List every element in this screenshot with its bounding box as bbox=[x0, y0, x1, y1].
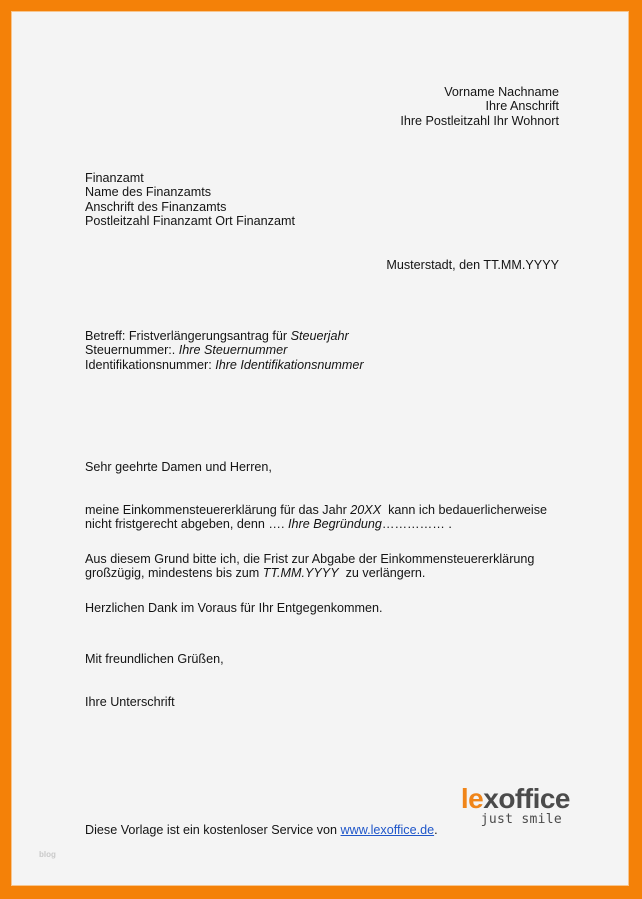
logo-wordmark bbox=[461, 784, 570, 814]
text: …………… . bbox=[381, 517, 452, 532]
subject-steuernummer bbox=[85, 343, 364, 357]
footer-note bbox=[85, 823, 438, 837]
salutation: Sehr geehrte Damen und Herren, bbox=[85, 460, 272, 474]
lexoffice-logo bbox=[418, 784, 570, 836]
text: zu verlängern. bbox=[338, 566, 426, 581]
steuernummer-value: Ihre Steuernummer bbox=[178, 343, 288, 358]
recipient-line-1: Finanzamt bbox=[85, 171, 144, 185]
id-label: Identifikationsnummer: bbox=[85, 357, 216, 372]
paragraph-2-line-1: Aus diesem Grund bitte ich, die Frist zur Abgabe der Einkommensteuererklärung bbox=[85, 552, 535, 566]
paragraph-2-line-2 bbox=[85, 566, 534, 580]
paragraph-3: Herzlichen Dank im Voraus für Ihr Entgegenkommen. bbox=[85, 601, 383, 615]
recipient-block bbox=[85, 171, 295, 229]
sender-block bbox=[400, 85, 559, 128]
closing: Mit freundlichen Grüßen, bbox=[85, 652, 224, 666]
logo-tagline: just smile bbox=[480, 812, 562, 827]
logo-office: office bbox=[498, 783, 570, 814]
sender-city: Ihre Postleitzahl Ihr Wohnort bbox=[400, 113, 559, 128]
recipient-line-4: Postleitzahl Finanzamt Ort Finanzamt bbox=[85, 214, 295, 229]
paragraph-1-line-1 bbox=[85, 503, 547, 517]
subject-betreff bbox=[85, 329, 364, 343]
paragraph-1-line-2 bbox=[85, 517, 547, 531]
text: nicht fristgerecht abgeben, denn …. bbox=[85, 517, 289, 532]
subject-id bbox=[85, 358, 364, 372]
footer-end: . bbox=[434, 823, 438, 837]
logo-le: le bbox=[460, 783, 484, 814]
paragraph-2 bbox=[85, 552, 534, 581]
footer-text: Diese Vorlage ist ein kostenloser Service von bbox=[85, 823, 341, 837]
betreff-value: Steuerjahr bbox=[290, 329, 349, 343]
logo-x: x bbox=[483, 783, 499, 814]
date-placeholder: TT.MM.YYYY bbox=[262, 566, 339, 581]
text: meine Einkommensteuererklärung für das Jahr bbox=[85, 503, 351, 517]
subject-block bbox=[85, 329, 364, 372]
text: kann ich bedauerlicherweise bbox=[381, 503, 548, 517]
recipient-line-3: Anschrift des Finanzamts bbox=[85, 199, 227, 214]
reason-placeholder: Ihre Begründung bbox=[288, 517, 382, 532]
watermark: blog bbox=[39, 850, 56, 859]
id-value: Ihre Identifikationsnummer bbox=[215, 357, 364, 372]
steuernummer-label: Steuernummer:. bbox=[85, 343, 179, 358]
lexoffice-link[interactable]: www.lexoffice.de bbox=[340, 823, 435, 837]
letter-page bbox=[11, 11, 629, 886]
paragraph-1 bbox=[85, 503, 547, 532]
year-placeholder: 20XX bbox=[350, 503, 382, 517]
sender-address: Ihre Anschrift bbox=[485, 99, 559, 114]
text: großzügig, mindestens bis zum bbox=[85, 566, 263, 581]
sender-name: Vorname Nachname bbox=[444, 85, 559, 99]
signature: Ihre Unterschrift bbox=[85, 695, 175, 709]
recipient-line-2: Name des Finanzamts bbox=[85, 185, 211, 200]
betreff-label: Betreff: Fristverlängerungsantrag für bbox=[85, 329, 291, 343]
date-line: Musterstadt, den TT.MM.YYYY bbox=[386, 258, 559, 272]
